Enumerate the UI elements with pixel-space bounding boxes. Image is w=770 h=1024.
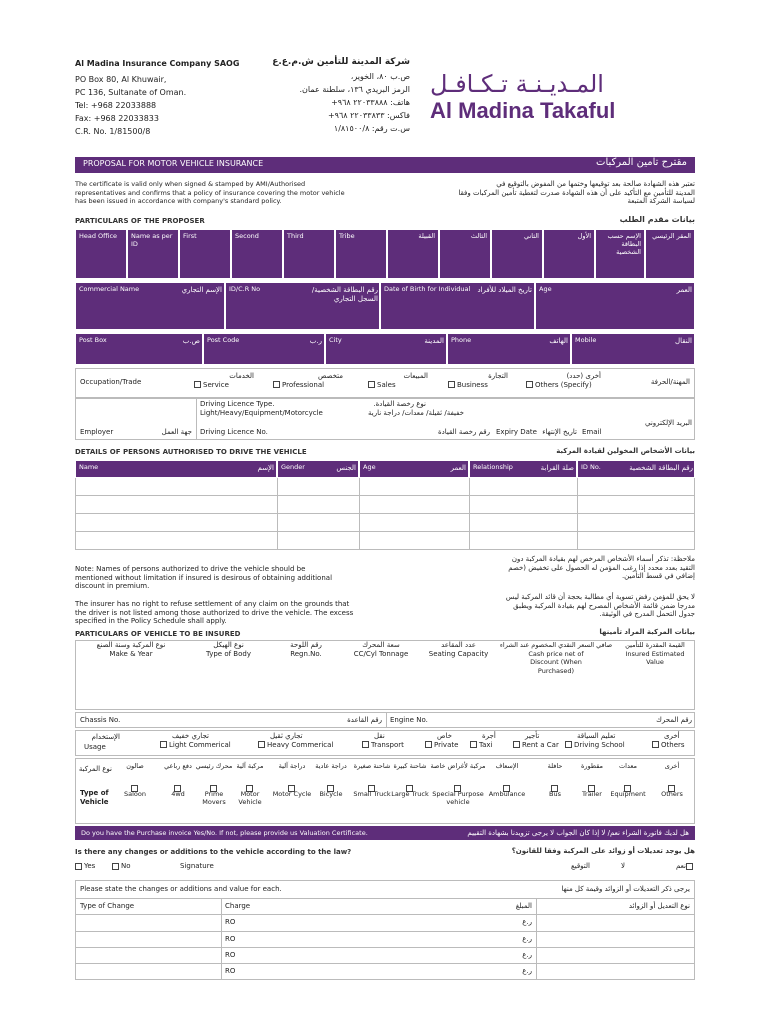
occupation-label-ar: المهنة/الحرفة — [650, 378, 690, 386]
vehicle-type-option[interactable] — [390, 762, 430, 798]
vehicle-type-option[interactable] — [115, 762, 155, 798]
note-line: discount in premium. — [75, 582, 150, 590]
name-id-label-ar: الإسم حسب البطاقة الشخصية — [595, 229, 645, 279]
vcol-value — [616, 641, 694, 667]
vehicle-type-option[interactable] — [230, 762, 270, 806]
checkbox[interactable] — [470, 741, 477, 748]
note-en — [75, 565, 375, 591]
checkbox[interactable] — [425, 741, 432, 748]
occ-sales-ar: المبيعات — [403, 372, 428, 380]
checkbox[interactable] — [565, 741, 572, 748]
occ-others-label: Others (Specify) — [535, 380, 592, 389]
mobile-label-ar: النقال — [675, 337, 692, 345]
checkbox[interactable] — [448, 381, 455, 388]
licence-type-label: Driving Licence Type. — [200, 400, 275, 408]
usage-option[interactable] — [565, 732, 645, 749]
vcol-regn-en: Regn.No. — [290, 649, 322, 658]
vehicle-type-option[interactable] — [535, 762, 575, 798]
refuse-line-ar: لا يحق للمؤمن رفض تسوية أي مطالبة بحجة أن قائد المركبة ليس — [505, 593, 695, 601]
vcol-make-ar: نوع المركبة وسنة الصنع — [96, 641, 166, 649]
type-of-change-label: Type of Change — [80, 902, 135, 910]
occ-sales-label: Sales — [377, 380, 396, 389]
vcol-cash-ar: صافي السعر النقدي المخصوم عند الشراء — [499, 641, 613, 649]
occ-business-ar: التجارة — [488, 372, 508, 380]
type-option-ar: مركبة لأغراض خاصة — [430, 762, 486, 770]
licence-type-options[interactable]: Light/Heavy/Equipment/Motorcycle — [200, 409, 323, 417]
driver-col-age: Age — [359, 460, 469, 478]
type-option-label: Saloon — [124, 790, 146, 798]
type-option-ar: مقطورة — [580, 762, 603, 770]
occ-professional[interactable] — [273, 372, 343, 389]
type-label: Type of Vehicle — [80, 789, 109, 806]
checkbox[interactable] — [513, 741, 520, 748]
post-code-label-ar: ر.ب — [309, 337, 322, 345]
licence-no-label-ar: رقم رخصة القيادة — [437, 428, 490, 436]
type-option-label: Small Truck — [353, 790, 391, 798]
intro-line-ar: المدينة للتأمين مع التأكيد على أن هذه الشهادة صدرت لتغطية تأمين المركبات وفقا — [458, 188, 695, 197]
usage-option-ar: تأجير — [525, 732, 540, 740]
intro-line: representatives and confirms that a policy of insurance covering the motor vehicle — [75, 188, 345, 197]
type-option-label: Motor Vehicle — [238, 790, 262, 806]
ro-label: RO — [225, 951, 236, 959]
invoice-ar: هل لديك فاتورة الشراء نعم/ لا إذا كان الجواب لا يرجى تزويدنا بشهادة التقييم — [467, 829, 689, 837]
checkbox[interactable] — [652, 741, 659, 748]
usage-option-ar: أخرى — [664, 732, 680, 740]
ro-label: RO — [225, 918, 236, 926]
address-line: PO Box 80, Al Khuwair, — [75, 74, 167, 84]
vcol-body-en: Type of Body — [206, 649, 251, 658]
email-label[interactable]: Email — [582, 428, 602, 436]
note-line-ar: ملاحظة: تذكر أسماء الأشخاص المرخص لهم بقيادة المركبة دون — [511, 555, 695, 563]
type-option-ar: محرك رئيسي — [195, 762, 233, 770]
second-label-ar[interactable]: الثاني — [491, 229, 543, 279]
commercial-name-label-ar: الإسم التجاري — [181, 286, 222, 294]
vcol-value-en: Insured Estimated Value — [625, 649, 685, 666]
proposer-title: PARTICULARS OF THE PROPOSER — [75, 217, 205, 225]
proposer-title-ar: بيانات مقدم الطلب — [619, 215, 695, 224]
type-option-label: Trailer — [582, 790, 602, 798]
usage-option[interactable] — [652, 732, 732, 749]
occupation-row — [75, 368, 695, 398]
intro-ar — [400, 180, 695, 206]
licence-no-label[interactable]: Driving Licence No. — [200, 428, 268, 436]
logo-ar: المـديـنـة تـكـافـل — [430, 70, 604, 98]
usage-option-label: Taxi — [479, 740, 493, 749]
employer-label-ar: جهة العمل — [161, 428, 192, 436]
note-ar — [400, 555, 695, 581]
usage-label: Usage — [84, 743, 106, 751]
ro-label: RO — [225, 967, 236, 975]
third-label-ar[interactable]: الثالث — [439, 229, 491, 279]
type-option-ar: الإسعاف — [495, 762, 519, 770]
driver-col-gender: Gender — [277, 460, 359, 478]
charge-label: Charge — [225, 902, 251, 910]
driver-col-relationship-ar: صلة القرابة — [540, 464, 574, 472]
vehicle-table[interactable] — [75, 640, 695, 710]
tribe-label-ar[interactable]: القبيلة — [387, 229, 439, 279]
title-en: PROPOSAL FOR MOTOR VEHICLE INSURANCE — [83, 159, 264, 168]
age-label[interactable]: Age — [535, 282, 695, 330]
vehicle-type-option[interactable] — [487, 762, 527, 798]
intro-line: The certificate is valid only when signed & stamped by AMI/Authorised — [75, 180, 306, 188]
refuse-line: specified in the Policy Schedule shall apply. — [75, 617, 227, 625]
vehicle-type-option[interactable] — [572, 762, 612, 798]
logo — [430, 70, 700, 124]
occ-service[interactable] — [194, 372, 254, 389]
vehicle-type-option[interactable] — [652, 762, 692, 798]
id-cr-label[interactable]: ID/C.R No — [225, 282, 380, 330]
vcol-cc-en: CC/Cyl Tonnage — [353, 649, 409, 658]
expiry-label[interactable]: Expiry Date — [496, 428, 537, 436]
vehicle-type-option[interactable] — [311, 762, 351, 798]
occ-others[interactable] — [526, 372, 601, 389]
usage-option-label: Rent a Car — [522, 740, 559, 749]
post-box-label-ar: ص.ب — [182, 337, 200, 345]
occ-professional-ar: متخصص — [317, 372, 343, 380]
drivers-title: DETAILS OF PERSONS AUTHORISED TO DRIVE THE VEHICLE — [75, 448, 307, 456]
usage-option-label: Driving School — [574, 740, 625, 749]
checkbox[interactable] — [258, 741, 265, 748]
occ-professional-label: Professional — [282, 380, 325, 389]
changes-no[interactable] — [112, 862, 131, 871]
address-line: Tel: +968 22033888 — [75, 100, 157, 110]
invoice-bar[interactable] — [75, 826, 695, 840]
note-line-ar: إضافي في قسط التأمين. — [621, 572, 695, 580]
usage-option[interactable] — [160, 732, 240, 749]
chassis-engine-row[interactable] — [75, 712, 695, 728]
refuse-line: The insurer has no right to refuse settlement of any claim on the grounds that — [75, 600, 350, 608]
address-line: PC 136, Sultanate of Oman. — [75, 87, 187, 97]
type-option-label: 4wd — [171, 790, 185, 798]
type-option-label: Motor Cycle — [272, 790, 312, 798]
occupation-label: Occupation/Trade — [80, 378, 142, 386]
licence-type-options-ar[interactable]: خفيفة/ ثقيلة/ معدات/ دراجة نارية — [368, 409, 464, 417]
vehicle-title: PARTICULARS OF VEHICLE TO BE INSURED — [75, 630, 241, 638]
type-option-ar: معدات — [619, 762, 637, 770]
type-option-label: Special Purpose vehicle — [432, 790, 484, 806]
first-label-ar[interactable]: الأول — [543, 229, 595, 279]
type-option-label: Ambulance — [488, 790, 526, 798]
head-office-label-ar: المقر الرئيسي — [645, 229, 695, 279]
usage-option-ar: تجاري ثقيل — [270, 732, 303, 740]
charge-label-ar: المبلغ — [515, 902, 532, 910]
checkbox[interactable] — [194, 381, 201, 388]
second-label[interactable]: Second — [231, 229, 283, 279]
company-address-ar — [245, 58, 410, 135]
refuse-ar — [400, 593, 695, 619]
mobile-label[interactable]: Mobile — [571, 333, 695, 365]
occ-others-ar: أخرى (حدد) — [566, 372, 601, 380]
driver-col-id: ID No. — [577, 460, 695, 478]
address-line-ar: س.ت رقم: ١/٨١٥٠٠/٨ — [333, 123, 410, 133]
checkbox[interactable] — [273, 381, 280, 388]
type-option-ar: شاحنة كبيرة — [393, 762, 427, 770]
refuse-line-ar: جدول التحمل المدرج في الوثيقة. — [599, 610, 695, 618]
title-ar: مقترح تأمين المركبات — [596, 157, 687, 168]
type-of-change-label-ar: نوع التعديل أو الزوائد — [628, 902, 690, 910]
type-option-ar: صالون — [126, 762, 144, 770]
changes-question-ar: هل يوجد تعديلات أو زوائد على المركبة وفقا للقانون؟ — [511, 847, 695, 855]
vehicle-type-option[interactable] — [428, 762, 488, 806]
engine-label[interactable]: Engine No. — [390, 716, 428, 724]
usage-option-ar: تجاري خفيف — [172, 732, 209, 740]
vcol-regn-ar: رقم اللوحة — [290, 641, 322, 649]
ro-label-ar: ر.ع — [522, 967, 532, 975]
type-option-ar: شاحنة صغيرة — [353, 762, 391, 770]
vcol-seats-ar: عدد المقاعد — [441, 641, 476, 649]
address-line-ar: هاتف: ٢٢٠٣٣٨٨٨ ٩٦٨+ — [331, 97, 410, 107]
usage-option-ar: أجرة — [482, 732, 496, 740]
state-en: Please state the changes or additions and value for each. — [80, 885, 282, 893]
vcol-seats — [421, 641, 496, 658]
checkbox[interactable] — [368, 381, 375, 388]
type-option-ar: أخرى — [664, 762, 680, 770]
type-option-ar: دفع رباعي — [164, 762, 192, 770]
phone-label-ar: الهاتف — [549, 337, 568, 345]
company-address-en — [75, 60, 245, 138]
employer-label[interactable]: Employer — [80, 428, 114, 436]
yes-label-ar-text: نعم — [676, 862, 686, 870]
checkbox[interactable] — [362, 741, 369, 748]
signature-label-ar: التوقيع — [571, 862, 590, 870]
invoice-en: Do you have the Purchase invoice Yes/No. If not, please provide us Valuation Certificate. — [81, 829, 368, 837]
commercial-name-label[interactable]: Commercial Name — [75, 282, 225, 330]
tribe-label[interactable]: Tribe — [335, 229, 387, 279]
ro-label: RO — [225, 935, 236, 943]
head-office-label: Head Office — [75, 229, 127, 279]
post-code-label[interactable]: Post Code — [203, 333, 325, 365]
type-option-ar: مركبة آلية — [236, 762, 264, 770]
type-option-label: Others — [661, 790, 683, 798]
licence-type-label-ar: نوع رخصة القيادة. — [373, 400, 426, 408]
driver-col-id-ar: رقم البطاقة الشخصية — [629, 464, 693, 472]
occ-sales[interactable] — [368, 372, 428, 389]
address-line: C.R. No. 1/81500/8 — [75, 126, 151, 136]
post-box-label[interactable]: Post Box — [75, 333, 203, 365]
checkbox[interactable] — [160, 741, 167, 748]
drivers-title-ar: بيانات الأشخاص المخولين لقيادة المركبة — [556, 447, 695, 455]
usage-option-ar: خاص — [437, 732, 452, 740]
type-option-label: Bicycle — [319, 790, 343, 798]
usage-option-label: Heavy Commerical — [267, 740, 334, 749]
checkbox[interactable] — [112, 863, 119, 870]
type-option-ar: دراجة آلية — [278, 762, 306, 770]
vehicle-type-option[interactable] — [272, 762, 312, 798]
occ-service-ar: الخدمات — [229, 372, 254, 380]
state-ar: يرجى ذكر التعديلات أو الزوائد وقيمة كل منها — [561, 885, 690, 893]
refuse-line: the driver is not listed among those authorized to drive the vehicle. The excess — [75, 608, 354, 617]
vehicle-type-option[interactable] — [158, 762, 198, 798]
third-label[interactable]: Third — [283, 229, 335, 279]
type-option-label: Bus — [549, 790, 561, 798]
type-option-label: Prime Movers — [202, 790, 226, 806]
name-id-label: Name as per ID — [127, 229, 179, 279]
vcol-seats-en: Seating Capacity — [428, 649, 489, 658]
usage-label-ar: الإستخدام — [91, 733, 120, 741]
usage-option-label: Transport — [371, 740, 404, 749]
note-line: mentioned without limitation if insured is desirous of obtaining additional — [75, 573, 333, 582]
vcol-value-ar: القيمة المقدرة للتأمين — [625, 641, 685, 649]
intro-line-ar: لسياسة الشركة المتبعة — [627, 197, 695, 205]
vehicle-type-option[interactable] — [608, 762, 648, 798]
address-line: Fax: +968 22033833 — [75, 113, 159, 123]
occ-service-label: Service — [203, 380, 229, 389]
company-name-en: Al Madina Insurance Company SAOG — [75, 59, 240, 68]
title-bar — [75, 157, 695, 173]
city-label[interactable]: City — [325, 333, 447, 365]
dob-label[interactable]: Date of Birth for Individual — [380, 282, 535, 330]
driver-col-name: Name — [75, 460, 277, 478]
city-label-ar: المدينة — [424, 337, 444, 345]
phone-label[interactable]: Phone — [447, 333, 571, 365]
checkbox[interactable] — [75, 863, 82, 870]
usage-option[interactable] — [258, 732, 338, 749]
ro-label-ar: ر.ع — [522, 935, 532, 943]
drivers-table-body[interactable] — [75, 478, 695, 550]
address-line-ar: فاكس: ٢٢٠٣٣٨٣٣ ٩٦٨+ — [327, 110, 410, 120]
vcol-body-ar: نوع الهيكل — [213, 641, 244, 649]
driver-col-name-ar: الإسم — [257, 464, 274, 472]
occ-business-label: Business — [457, 380, 488, 389]
occ-business[interactable] — [448, 372, 508, 389]
checkbox[interactable] — [686, 863, 693, 870]
address-line-ar: ص.ب ٨٠، الخوير، — [350, 71, 410, 81]
id-cr-label-ar: رقم البطاقة الشخصية/ السجل التجاري — [311, 286, 378, 303]
type-option-ar: دراجة عادية — [315, 762, 347, 770]
vcol-cc — [341, 641, 421, 658]
first-label[interactable]: First — [179, 229, 231, 279]
type-option-label: Large Truck — [391, 790, 429, 798]
ro-label-ar: ر.ع — [522, 951, 532, 959]
signature-label[interactable]: Signature — [180, 862, 214, 870]
licence-row — [75, 398, 695, 440]
usage-option-ar: نقل — [374, 732, 385, 740]
email-label-ar: البريد الإلكتروني — [645, 419, 692, 427]
company-name-ar: شركة المدينة للتأمين ش.م.ع.ع — [272, 57, 410, 67]
vcol-make — [76, 641, 186, 658]
type-option-ar: حافلة — [547, 762, 563, 770]
no-label-ar: لا — [621, 862, 625, 870]
type-label-ar: نوع المركبة — [78, 765, 112, 773]
vcol-regn — [271, 641, 341, 658]
vcol-make-en: Make & Year — [109, 649, 153, 658]
age-label-ar: العمر — [676, 286, 692, 294]
usage-option-label: Others — [661, 740, 685, 749]
changes-table[interactable] — [75, 880, 695, 980]
note-line-ar: التقيد بعدد محدد إذا رغب المؤمن له الحصول على تخفيض (خصم — [508, 563, 695, 572]
divider — [196, 399, 197, 439]
usage-option-ar: تعليم السياقة — [577, 732, 616, 740]
changes-yes[interactable] — [75, 862, 95, 871]
vcol-cc-ar: سعة المحرك — [362, 641, 400, 649]
vehicle-type-option[interactable] — [352, 762, 392, 798]
expiry-label-ar: تاريخ الإنتهاء — [542, 428, 577, 436]
ro-label-ar: ر.ع — [522, 918, 532, 926]
note-line: Note: Names of persons authorized to drive the vehicle should be — [75, 565, 306, 573]
vcol-cash — [496, 641, 616, 675]
driver-col-gender-ar: الجنس — [336, 464, 356, 472]
engine-label-ar: رقم المحرك — [656, 716, 692, 724]
intro-line-ar: تعتبر هذه الشهادة صالحة بعد توقيعها وختمها من المفوض بالتوقيع في — [496, 180, 695, 188]
usage-option-label: Private — [434, 740, 459, 749]
vehicle-type-option[interactable] — [194, 762, 234, 806]
driver-col-relationship: Relationship — [469, 460, 577, 478]
changes-question: Is there any changes or additions to the vehicle according to the law? — [75, 848, 352, 856]
intro-line: has been issued in accordance with company's standard policy. — [75, 197, 282, 205]
refuse-line-ar: مدرجا ضمن قائمة الأشخاص المصرح لهم بقيادة المركبة ويطبق — [513, 601, 695, 610]
yes-label-ar[interactable] — [640, 862, 695, 871]
vehicle-title-ar: بيانات المركبة المراد تأمينها — [599, 628, 695, 636]
no-label: No — [121, 862, 131, 870]
checkbox[interactable] — [526, 381, 533, 388]
usage-option-label: Light Commerical — [169, 740, 231, 749]
refuse-en — [75, 600, 375, 626]
type-option-label: Equipment — [610, 790, 646, 798]
vcol-body — [186, 641, 271, 658]
intro-en — [75, 180, 375, 206]
yes-label: Yes — [84, 862, 96, 870]
chassis-label[interactable]: Chassis No. — [80, 716, 121, 724]
vcol-cash-en: Cash price net of Discount (When Purchased) — [528, 649, 584, 675]
driver-col-age-ar: العمر — [450, 464, 466, 472]
dob-label-ar: تاريخ الميلاد للأفراد — [477, 286, 532, 294]
logo-en: Al Madina Takaful — [430, 98, 616, 123]
address-line-ar: الرمز البريدي ١٣٦، سلطنة عمان. — [299, 84, 410, 94]
chassis-label-ar: رقم القاعدة — [347, 716, 382, 724]
